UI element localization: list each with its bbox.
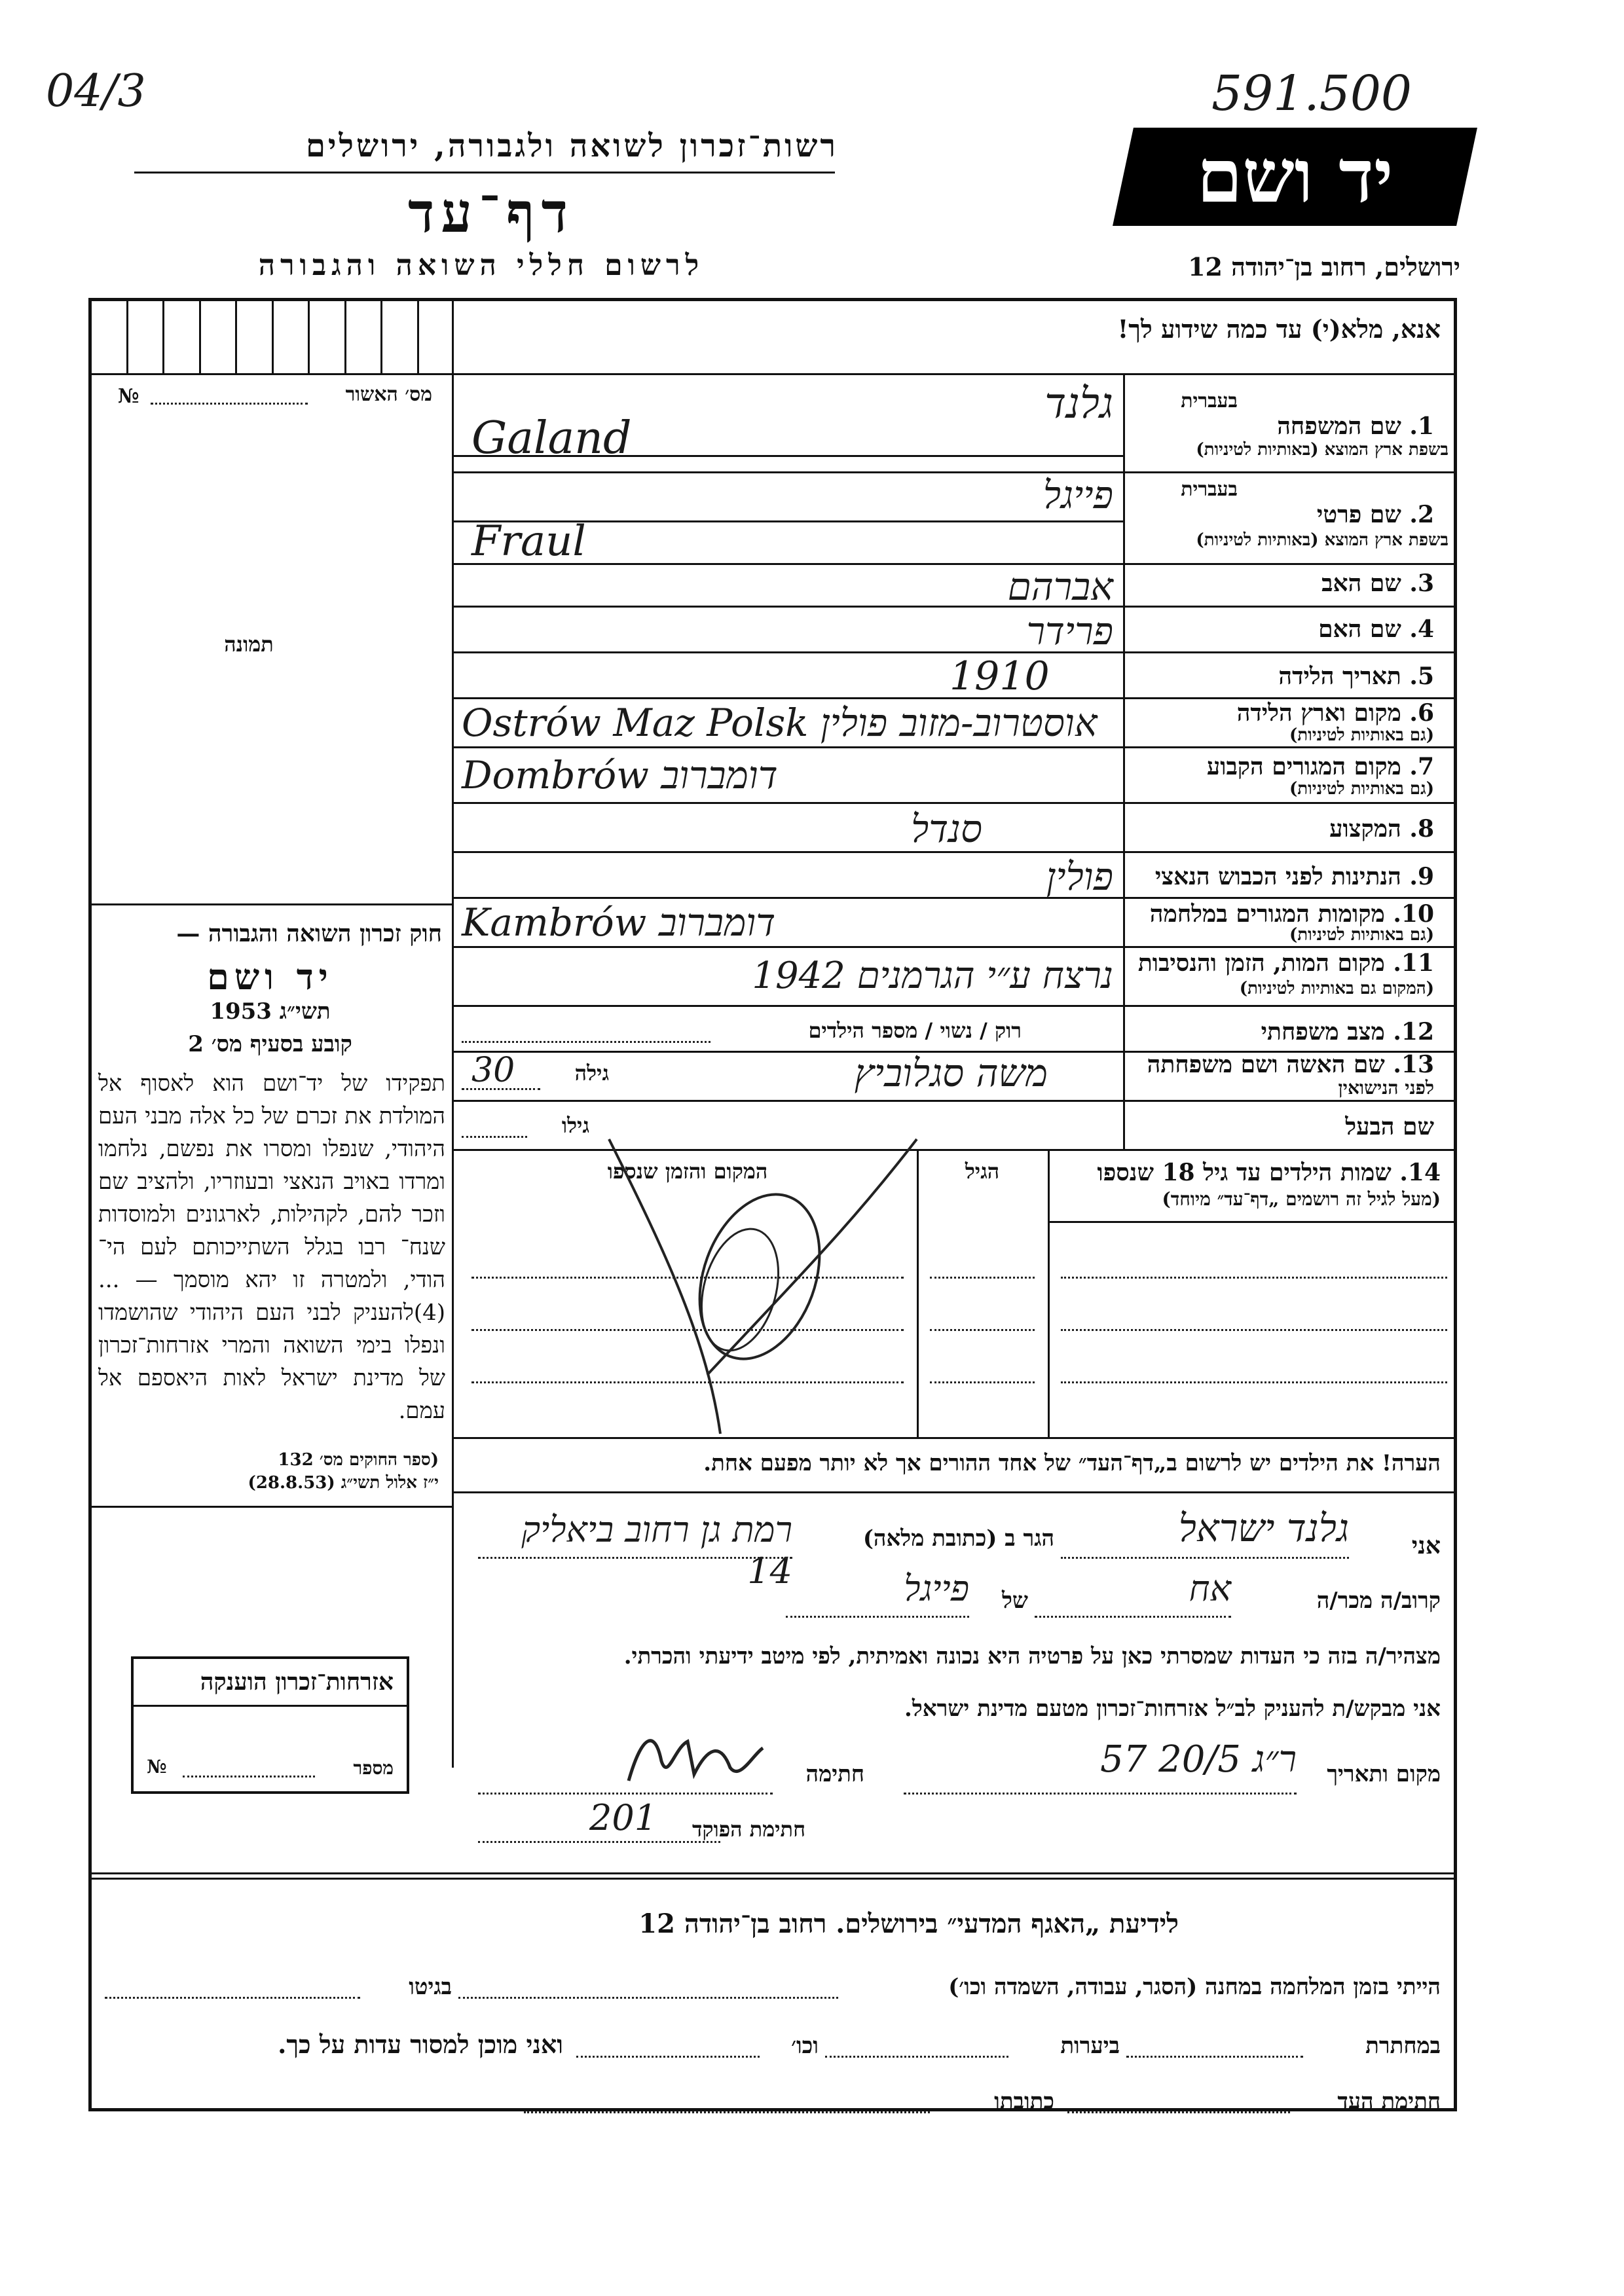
residence-value[interactable]: Dombrów דומברוב bbox=[462, 753, 778, 797]
declarant-signature bbox=[616, 1722, 773, 1794]
honor-box bbox=[131, 1656, 409, 1794]
field-10-num: 10. bbox=[1393, 900, 1434, 928]
approval-boxes bbox=[92, 301, 453, 373]
children-age-column: הגיל bbox=[965, 1159, 1000, 1184]
field-11-name: מקום המות, הזמן והנסיבות bbox=[1137, 949, 1385, 977]
wife-age-label: גילה bbox=[574, 1061, 609, 1085]
field-1-name: שם המשפחה bbox=[1277, 412, 1401, 440]
place-date-value[interactable]: ר״ג 20/5 57 bbox=[1100, 1738, 1297, 1781]
field-12-label bbox=[1133, 1018, 1434, 1046]
signature-label: חתימה bbox=[805, 1761, 864, 1787]
death-details-value[interactable]: נרצח ע״י הגרמנים 1942 bbox=[752, 955, 1113, 997]
citizenship-request: אני מבקש/ת להעניק לב״ל אזרחות־זכרון מטעם מדינת ישראל. bbox=[904, 1696, 1441, 1722]
footer-etc-label: וכו׳ bbox=[791, 2033, 819, 2059]
field-5-label bbox=[1133, 663, 1434, 690]
field-4-num: 4. bbox=[1409, 615, 1434, 643]
registration-number: 591.500 bbox=[1211, 65, 1412, 122]
footer-title: לידיעת „האגף המדעי״ בירושלים. רחוב בן־יהודה 12 bbox=[638, 1908, 1179, 1939]
marital-status-options[interactable]: רוק / נשוי / מספר הילדים bbox=[808, 1018, 1022, 1043]
yad-vashem-logo: יד ושם bbox=[1113, 128, 1477, 226]
firstname-hebrew-value[interactable]: פייגל bbox=[1043, 473, 1113, 517]
form-title: דף־עד bbox=[407, 180, 574, 245]
occupation-value[interactable]: סנדל bbox=[911, 807, 982, 851]
hebrew-tag-1: בעברית bbox=[1181, 390, 1238, 412]
field-2-name: שם פרטי bbox=[1316, 501, 1401, 528]
field-5-num: 5. bbox=[1409, 663, 1434, 690]
husband-age-label: גילו bbox=[561, 1113, 589, 1138]
field-9-label bbox=[1133, 863, 1434, 890]
law-ref-1: (ספר החוקים מס׳ 132 bbox=[278, 1450, 439, 1470]
field-13-name: שם האשה ושם משפחתה bbox=[1147, 1051, 1385, 1078]
field-7-label bbox=[1133, 753, 1434, 780]
field-2-num: 2. bbox=[1409, 501, 1434, 528]
field-14-label bbox=[1054, 1159, 1441, 1186]
instruction: אנא, מלא(י) עד כמה שידוע לך! bbox=[1117, 314, 1441, 344]
field-8-num: 8. bbox=[1409, 815, 1434, 843]
war-residence-value[interactable]: Kambrów דומברוב bbox=[462, 900, 776, 945]
field-11-sub: (המקום גם באותיות לטיניות) bbox=[1239, 979, 1434, 998]
footer-forests-label: ביערות bbox=[1060, 2033, 1120, 2059]
field-13-sub: לפני הנישואין bbox=[1338, 1077, 1434, 1099]
declarant-label: אני bbox=[1411, 1532, 1441, 1559]
field-8-label bbox=[1133, 815, 1434, 843]
field-7-name: מקום המגורים הקבוע bbox=[1206, 753, 1401, 780]
declaration-statement: מצהיר/ה בזה כי העדות שמסרתי כאן על פרטיה היא נכונה ואמיתית, לפי מיטב ידיעתי והכרתי. bbox=[623, 1643, 1441, 1669]
field-9-name: הנתינות לפני הכבוש הנאצי bbox=[1154, 863, 1401, 890]
form-subtitle: לרשום חללי השואה והגבורה bbox=[258, 249, 705, 282]
birth-place-value[interactable]: Ostrów Maz Polsk אוסטרוב-מזוב פולין bbox=[462, 701, 1098, 745]
field-5-name: תאריך הלידה bbox=[1278, 663, 1401, 690]
field-13-num: 13. bbox=[1393, 1051, 1434, 1078]
law-clause: קובע בסעיף מס׳ 2 bbox=[188, 1031, 352, 1057]
field-1-label bbox=[1133, 412, 1434, 440]
official-signature-label: חתימת הפוקד bbox=[692, 1817, 805, 1842]
wife-name-value[interactable]: משה סגלוביץ bbox=[854, 1051, 1048, 1095]
no-symbol: № bbox=[118, 385, 139, 408]
relation-value[interactable]: אח bbox=[1189, 1568, 1231, 1609]
field-3-name: שם האב bbox=[1321, 570, 1401, 597]
law-ref-2: י״ז אלול תשי״ג (28.8.53) bbox=[248, 1473, 439, 1493]
field-4-name: שם האם bbox=[1318, 615, 1401, 643]
field-14-name: שמות הילדים עד גיל 18 שנספו bbox=[1097, 1159, 1392, 1186]
field-6-num: 6. bbox=[1409, 699, 1434, 727]
field-7-sub: (גם באותיות לטיניות) bbox=[1289, 779, 1434, 799]
field-12-name: מצב משפחתי bbox=[1261, 1018, 1385, 1046]
field-2-label bbox=[1133, 501, 1434, 528]
field-6-label bbox=[1133, 699, 1434, 727]
nationality-value[interactable]: פולין bbox=[1046, 854, 1113, 899]
field-9-num: 9. bbox=[1409, 863, 1434, 890]
address-header: ירושלים, רחוב בן־יהודה 12 bbox=[1188, 252, 1460, 282]
place-date-label: מקום ותאריך bbox=[1327, 1761, 1441, 1787]
approval-no-field[interactable] bbox=[151, 403, 308, 405]
law-text: תפקידו של יד־ושם הוא לאסוף אל המולדת את זכרם של כל אלה מבני העם היהודי, שנפלו ומסרו את נפשם, נלחמו ומרדו באויב הנאצי ובעוזריו, ולהציב שם וזכר להם, לקהילות, לארגונים ולמוסדות שנח־ רבו בגלל השתייכותם לעם הי־ הודי, ולמטרה זו יהא מוסמך — ...(4)להעניק לבני העם היהודי שהושמדו ונפלו בימי השואה והמרי אזרחות־זכרון של מדינת ישראל לאות היאספם אל עמם. bbox=[98, 1070, 445, 1424]
field-10-sub: (גם באותיות לטיניות) bbox=[1289, 925, 1434, 945]
field-12-num: 12. bbox=[1393, 1018, 1434, 1046]
footer-address-label: כתובתו bbox=[994, 2088, 1054, 2115]
wife-age-value[interactable]: 30 bbox=[471, 1051, 515, 1090]
husband-name-label: שם הבעל bbox=[1345, 1113, 1434, 1140]
field-11-label bbox=[1133, 949, 1434, 977]
field-10-name: מקומות המגורים במלחמה bbox=[1149, 900, 1385, 928]
field-7-num: 7. bbox=[1409, 753, 1434, 780]
children-place-column: המקום והזמן שנספו bbox=[607, 1159, 768, 1184]
footer-testimony-statement: ואני מוכן למסור עדות על כך. bbox=[278, 2030, 563, 2059]
field-6-sub: (גם באותיות לטיניות) bbox=[1289, 725, 1434, 745]
field-13-label bbox=[1133, 1051, 1434, 1078]
approval-no-label: מס׳ האשור bbox=[345, 383, 432, 406]
law-year: תשי״ג 1953 bbox=[210, 998, 331, 1025]
field-3-num: 3. bbox=[1409, 570, 1434, 597]
photo-label: תמונה bbox=[224, 632, 274, 657]
law-name: יד ושם bbox=[207, 956, 333, 998]
field-6-name: מקום וארץ הלידה bbox=[1236, 699, 1401, 727]
authority-name: רשות־זכרון לשואה ולגבורה, ירושלים bbox=[305, 128, 838, 164]
footer-camp-label: הייתי בזמן המלחמה במחנה (הסגר, עבודה, השמדה וכו׳) bbox=[948, 1974, 1441, 2000]
field-1-num: 1. bbox=[1409, 412, 1434, 440]
field-14-num: 14. bbox=[1399, 1159, 1441, 1186]
field-2-sub: בשפת ארץ המוצא (באותיות לטיניות) bbox=[1196, 530, 1449, 550]
mother-name-value[interactable]: פרידר bbox=[1026, 609, 1113, 653]
official-signature-value[interactable]: 201 bbox=[589, 1797, 657, 1838]
field-14-sub: (מעל לגיל זה רושמים „דף־עד״ מיוחד) bbox=[1162, 1188, 1441, 1210]
field-11-num: 11. bbox=[1393, 949, 1434, 977]
field-3-label bbox=[1133, 570, 1434, 597]
relation-label: קרוב/ה מכר/ה bbox=[1316, 1588, 1441, 1614]
law-title: חוק זכרון השואה והגבורה — bbox=[176, 920, 442, 947]
footer-underground-label: במחתרת bbox=[1365, 2033, 1441, 2059]
corner-mark: 04/3 bbox=[46, 65, 146, 117]
address-label: הגר ב (כתובת מלאה) bbox=[862, 1525, 1054, 1552]
field-1-sub: בשפת ארץ המוצא (באותיות לטיניות) bbox=[1196, 440, 1449, 460]
of-label: של bbox=[1002, 1588, 1028, 1614]
field-10-label bbox=[1133, 900, 1434, 928]
field-8-name: המקצוע bbox=[1329, 815, 1401, 843]
children-note: הערה! את הילדים יש לרשום ב„דף־העד״ של אחד ההורים אך לא יותר מפעם אחת. bbox=[703, 1450, 1441, 1476]
footer-witness-sign-label: חתימת העד bbox=[1337, 2088, 1441, 2115]
surname-latin-value[interactable]: Galand bbox=[471, 412, 632, 464]
honor-number-label: מספר bbox=[353, 1757, 394, 1779]
honor-title: אזרחות־זכרון הוענקה bbox=[200, 1668, 394, 1696]
honor-no-symbol: № bbox=[147, 1756, 167, 1777]
cancel-scribble bbox=[458, 1126, 1048, 1453]
field-4-label bbox=[1133, 615, 1434, 643]
address-value[interactable]: רמת גן רחוב ביאליק 14 bbox=[521, 1509, 792, 1592]
of-value[interactable]: פייגל bbox=[904, 1568, 969, 1609]
footer-ghetto-label: בגיטו bbox=[409, 1974, 452, 2000]
birth-date-value[interactable]: 1910 bbox=[950, 653, 1050, 699]
surname-hebrew-value[interactable]: גלנד bbox=[1044, 380, 1113, 428]
firstname-latin-value[interactable]: Fraul bbox=[471, 517, 586, 566]
declarant-name-value[interactable]: גלנד ישראל bbox=[1178, 1506, 1349, 1550]
father-name-value[interactable]: אברהם bbox=[1007, 564, 1113, 609]
hebrew-tag-2: בעברית bbox=[1181, 478, 1238, 501]
